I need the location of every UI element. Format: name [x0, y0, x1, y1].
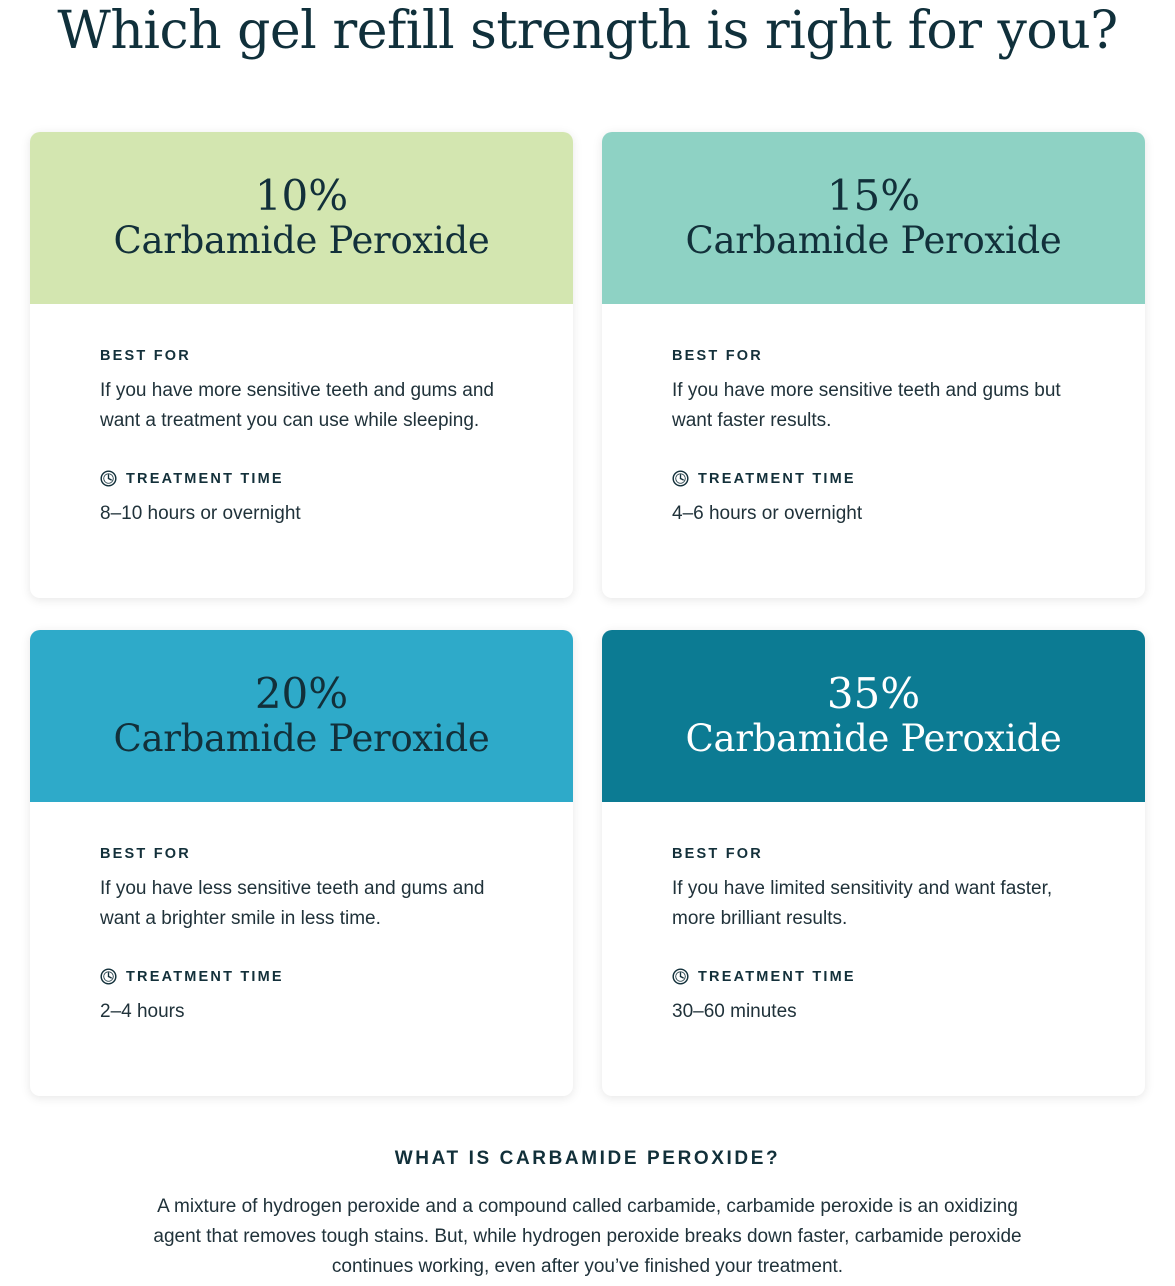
best-for-label: BEST FOR [672, 846, 763, 862]
best-for-label: BEST FOR [100, 348, 191, 364]
best-for-label: BEST FOR [100, 846, 191, 862]
best-for-text: If you have more sensitive teeth and gums but want faster results. [672, 380, 1061, 431]
card-header [30, 132, 573, 304]
card-body [602, 802, 1145, 1096]
strength-compound: Carbamide Peroxide [113, 716, 490, 760]
treatment-time-row [672, 470, 1077, 487]
clock-icon [100, 968, 117, 985]
card-body [30, 802, 573, 1096]
treatment-time-label: TREATMENT TIME [126, 968, 284, 985]
strength-card-35 [602, 630, 1145, 1096]
treatment-time-value: 8–10 hours or overnight [100, 503, 301, 524]
strength-percent: 15% [826, 170, 921, 220]
strength-card-20 [30, 630, 573, 1096]
footer-text: A mixture of hydrogen peroxide and a compound called carbamide, carbamide peroxide is an oxidizing agent that removes tough stains. But, while hydrogen peroxide breaks down faster, carbamide peroxide continues working, even after you’ve finished your treatment. [153, 1196, 1022, 1277]
card-body [30, 304, 573, 598]
footer-section [0, 1148, 1175, 1282]
card-header [602, 630, 1145, 802]
clock-icon [100, 470, 117, 487]
strength-card-grid [30, 132, 1145, 1096]
treatment-time-value: 4–6 hours or overnight [672, 503, 863, 524]
treatment-time-row [100, 968, 505, 985]
clock-icon [672, 968, 689, 985]
strength-percent: 20% [254, 668, 349, 718]
card-header [602, 132, 1145, 304]
best-for-text: If you have more sensitive teeth and gums and want a treatment you can use while sleeping. [100, 380, 494, 431]
card-header [30, 630, 573, 802]
treatment-time-label: TREATMENT TIME [126, 470, 284, 487]
card-body [602, 304, 1145, 598]
treatment-time-label: TREATMENT TIME [698, 470, 856, 487]
strength-card-15 [602, 132, 1145, 598]
best-for-text: If you have less sensitive teeth and gums and want a brighter smile in less time. [100, 878, 485, 929]
strength-compound: Carbamide Peroxide [685, 218, 1062, 262]
footer-title: WHAT IS CARBAMIDE PEROXIDE? [394, 1148, 781, 1169]
strength-card-10 [30, 132, 573, 598]
treatment-time-row [100, 470, 505, 487]
clock-icon [672, 470, 689, 487]
treatment-time-value: 30–60 minutes [672, 1001, 797, 1022]
treatment-time-value: 2–4 hours [100, 1001, 185, 1022]
best-for-label: BEST FOR [672, 348, 763, 364]
strength-compound: Carbamide Peroxide [113, 218, 490, 262]
strength-compound: Carbamide Peroxide [685, 716, 1062, 760]
treatment-time-label: TREATMENT TIME [698, 968, 856, 985]
strength-percent: 10% [254, 170, 349, 220]
page-title: Which gel refill strength is right for you? [57, 1, 1118, 61]
treatment-time-row [672, 968, 1077, 985]
best-for-text: If you have limited sensitivity and want faster, more brilliant results. [672, 878, 1053, 929]
strength-percent: 35% [826, 668, 921, 718]
